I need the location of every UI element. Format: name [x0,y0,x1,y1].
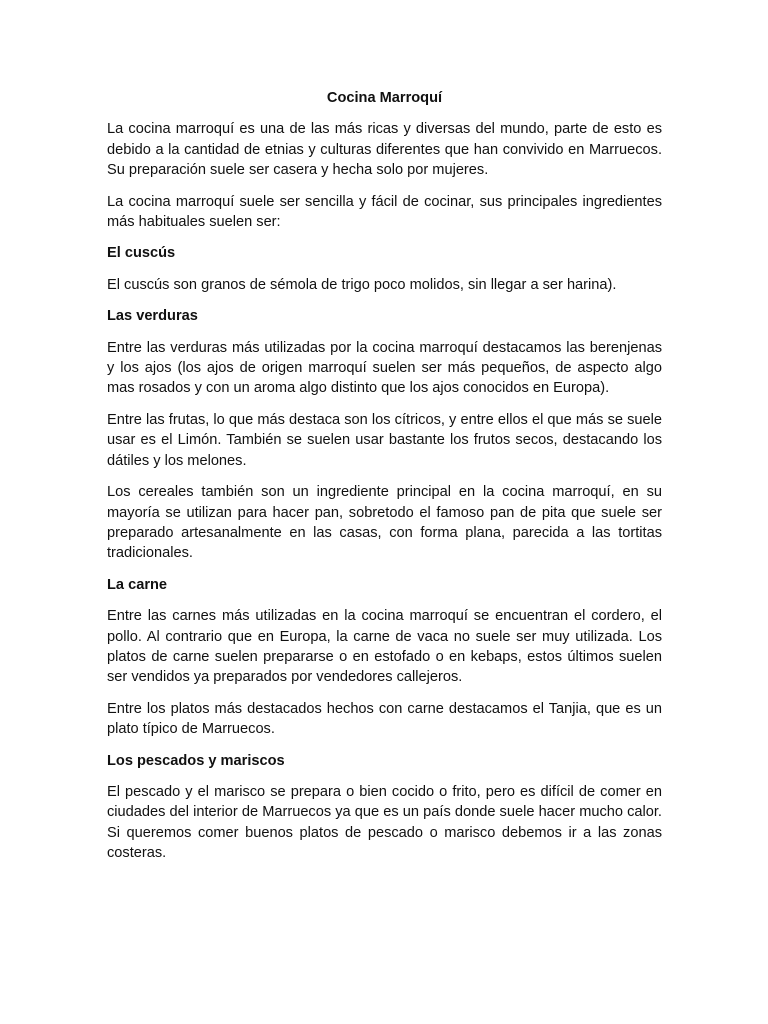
paragraph-verduras: Entre las verduras más utilizadas por la cocina marroquí destacamos las berenjenas y los ajos (los ajos de origen marroquí suelen ser más pequeños, de aspecto algo mas rosados y con un aroma algo distinto que los ajos conocidos en Europa). [107,339,662,397]
document-title: Cocina Marroquí [326,90,443,106]
heading-pescados: Los pescados y mariscos [107,752,285,769]
paragraph-cereales: Los cereales también son un ingrediente principal en la cocina marroquí, en su mayoría se utilizan para hacer pan, sobretodo el famoso pan de pita que suele ser preparado artesanalmente en las casas, con forma plana, parecida a las tortitas tradicionales. [107,484,662,562]
paragraph-ingredients-intro: La cocina marroquí suele ser sencilla y fácil de cocinar, sus principales ingredientes más habituales suelen ser: [107,193,662,231]
paragraph-intro: La cocina marroquí es una de las más ricas y diversas del mundo, parte de esto es debido a la cantidad de etnias y culturas diferentes que han convivido en Marruecos. Su preparación suele ser casera y hecha solo por mujeres. [107,121,662,179]
paragraph-tanjia: Entre los platos más destacados hechos con carne destacamos el Tanjia, que es un plato típico de Marruecos. [107,700,662,738]
paragraph-frutas: Entre las frutas, lo que más destaca son los cítricos, y entre ellos el que más se suele usar es el Limón. También se suelen usar bastante los frutos secos, destacando los dátiles y los melones. [107,411,662,469]
heading-verduras: Las verduras [107,308,198,325]
document-page [107,88,662,875]
paragraph-cuscus: El cuscús son granos de sémola de trigo poco molidos, sin llegar a ser harina). [107,276,617,293]
heading-cuscus: El cuscús [107,245,176,262]
heading-carne: La carne [107,576,168,593]
paragraph-carne: Entre las carnes más utilizadas en la cocina marroquí se encuentran el cordero, el pollo. Al contrario que en Europa, la carne de vaca no suele ser muy utilizada. Los platos de carne suelen prepararse o en estofado o en kebaps, estos últimos suelen ser vendidos ya preparados por vendedores callejeros. [107,608,662,686]
paragraph-pescados: El pescado y el marisco se prepara o bien cocido o frito, pero es difícil de comer en ciudades del interior de Marruecos ya que es un país donde suele hacer mucho calor. Si queremos comer buenos platos de pescado o marisco debemos ir a las zonas costeras. [107,783,662,862]
